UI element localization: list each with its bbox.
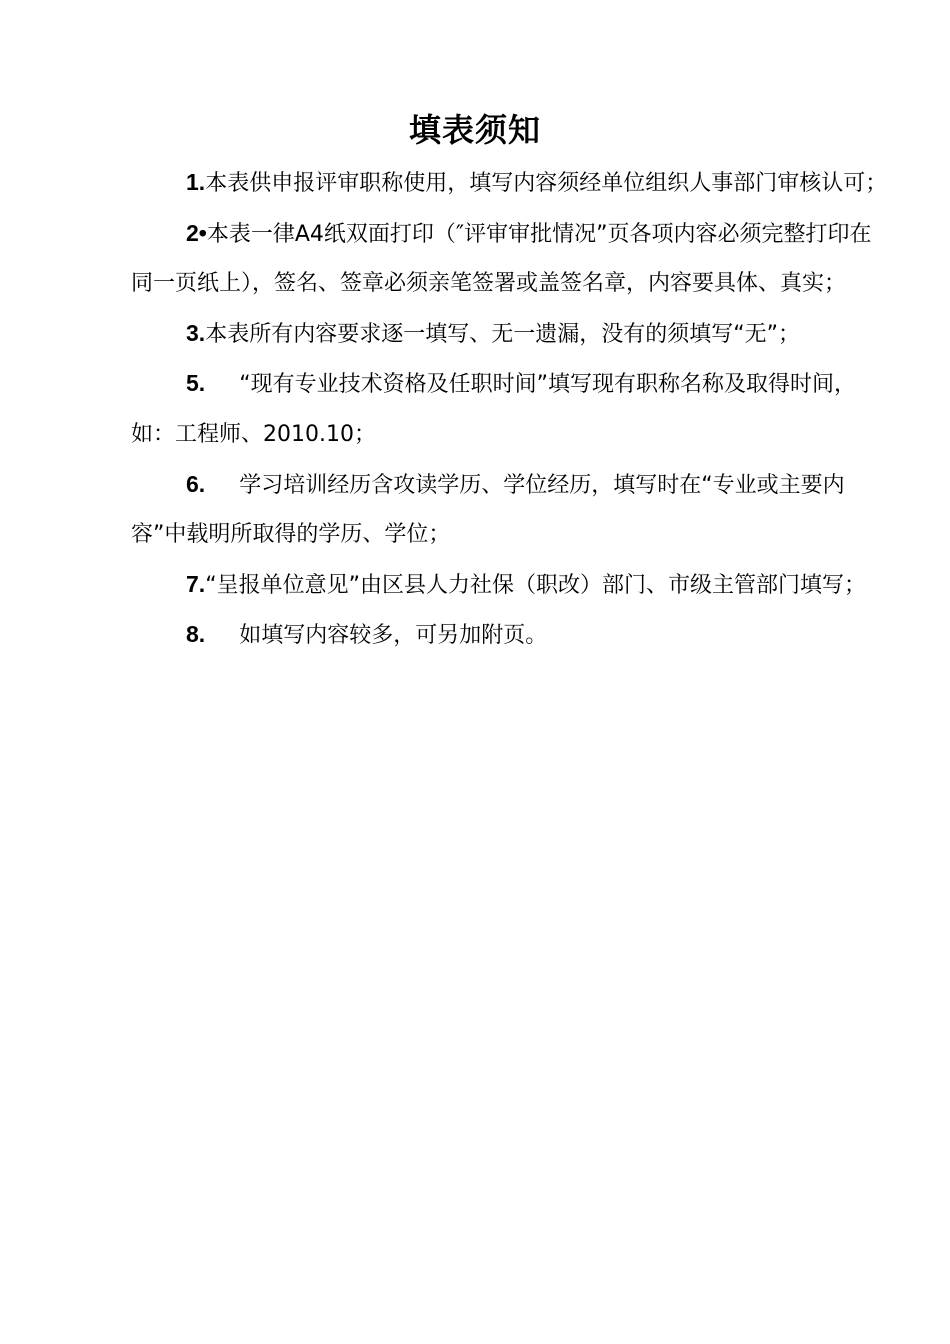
instruction-item-2 bbox=[131, 209, 891, 309]
instruction-item-3 bbox=[131, 309, 891, 360]
page-title: 填表须知 bbox=[408, 111, 541, 149]
item-text: “呈报单位意见”由区县人力社保（职改）部门、市级主管部门填写； bbox=[205, 572, 866, 598]
item-number: 5. bbox=[186, 370, 206, 397]
item-number: 2• bbox=[186, 219, 207, 246]
item-number: 7. bbox=[186, 570, 206, 597]
item-text: 本表一律A4纸双面打印（″评审审批情况”页各项内容必须完整打印在同一页纸上），签名、签章必须亲笔签署或盖签名章，内容要具体、真实； bbox=[131, 221, 872, 297]
item-number: 3. bbox=[186, 319, 206, 346]
instruction-item-1 bbox=[131, 158, 891, 209]
item-number: 1. bbox=[186, 169, 206, 195]
instruction-item-6 bbox=[131, 460, 891, 560]
item-text: 学习培训经历含攻读学历、学位经历，填写时在“专业或主要内容”中载明所取得的学历、学位； bbox=[131, 472, 845, 548]
item-number: 6. bbox=[186, 470, 206, 497]
item-text: “现有专业技术资格及任职时间”填写现有职称名称及取得时间，如：工程师、2010.10； bbox=[131, 372, 856, 447]
item-text: 如填写内容较多，可另加附页。 bbox=[239, 623, 548, 649]
instruction-item-8 bbox=[131, 610, 891, 661]
item-text: 本表所有内容要求逐一填写、无一遗漏，没有的须填写“无”； bbox=[205, 321, 800, 347]
item-number: 8. bbox=[186, 621, 206, 648]
instruction-item-7 bbox=[131, 560, 891, 611]
instruction-list bbox=[131, 158, 891, 661]
instruction-item-5 bbox=[131, 359, 891, 459]
item-text: 本表供申报评审职称使用，填写内容须经单位组织人事部门审核认可； bbox=[205, 171, 888, 196]
